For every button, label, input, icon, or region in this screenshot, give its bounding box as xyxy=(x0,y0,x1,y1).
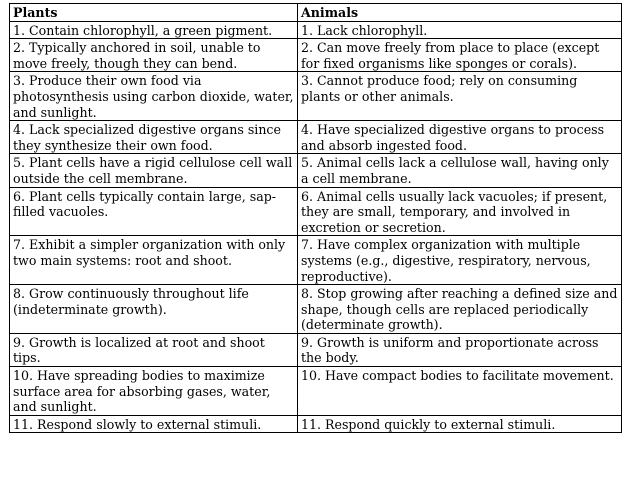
animals-cell: 9. Growth is uniform and proportionate across the body. xyxy=(298,333,622,366)
plants-cell: 11. Respond slowly to external stimuli. xyxy=(10,415,298,433)
table-row xyxy=(10,72,622,121)
animals-cell: 3. Cannot produce food; rely on consuming plants or other animals. xyxy=(298,72,622,121)
animals-cell: 6. Animal cells usually lack vacuoles; if present, they are small, temporary, and involved in excretion or secretion. xyxy=(298,187,622,236)
animals-cell: 2. Can move freely from place to place (except for fixed organisms like sponges or corals). xyxy=(298,39,622,72)
animals-cell: 7. Have complex organization with multiple systems (e.g., digestive, respiratory, nervous, reproductive). xyxy=(298,236,622,285)
plants-cell: 5. Plant cells have a rigid cellulose cell wall outside the cell membrane. xyxy=(10,154,298,187)
header-animals: Animals xyxy=(298,4,622,22)
animals-cell: 1. Lack chlorophyll. xyxy=(298,21,622,39)
plants-cell: 7. Exhibit a simpler organization with only two main systems: root and shoot. xyxy=(10,236,298,285)
table-row xyxy=(10,121,622,154)
table-row xyxy=(10,21,622,39)
plants-cell: 3. Produce their own food via photosynthesis using carbon dioxide, water, and sunlight. xyxy=(10,72,298,121)
comparison-table-wrapper xyxy=(9,3,622,433)
table-row xyxy=(10,415,622,433)
plants-cell: 4. Lack specialized digestive organs since they synthesize their own food. xyxy=(10,121,298,154)
animals-cell: 5. Animal cells lack a cellulose wall, having only a cell membrane. xyxy=(298,154,622,187)
plants-cell: 1. Contain chlorophyll, a green pigment. xyxy=(10,21,298,39)
table-row xyxy=(10,285,622,334)
animals-cell: 8. Stop growing after reaching a defined size and shape, though cells are replaced periodically (determinate growth). xyxy=(298,285,622,334)
table-row xyxy=(10,39,622,72)
animals-cell: 10. Have compact bodies to facilitate movement. xyxy=(298,367,622,416)
plants-cell: 2. Typically anchored in soil, unable to move freely, though they can bend. xyxy=(10,39,298,72)
plants-vs-animals-table xyxy=(9,3,622,433)
table-row xyxy=(10,236,622,285)
plants-cell: 8. Grow continuously throughout life (indeterminate growth). xyxy=(10,285,298,334)
table-row xyxy=(10,187,622,236)
header-plants: Plants xyxy=(10,4,298,22)
table-row xyxy=(10,367,622,416)
animals-cell: 11. Respond quickly to external stimuli. xyxy=(298,415,622,433)
header-row xyxy=(10,4,622,22)
plants-cell: 6. Plant cells typically contain large, sap-filled vacuoles. xyxy=(10,187,298,236)
table-row xyxy=(10,333,622,366)
animals-cell: 4. Have specialized digestive organs to process and absorb ingested food. xyxy=(298,121,622,154)
plants-cell: 9. Growth is localized at root and shoot tips. xyxy=(10,333,298,366)
table-row xyxy=(10,154,622,187)
plants-cell: 10. Have spreading bodies to maximize surface area for absorbing gases, water, and sunlight. xyxy=(10,367,298,416)
